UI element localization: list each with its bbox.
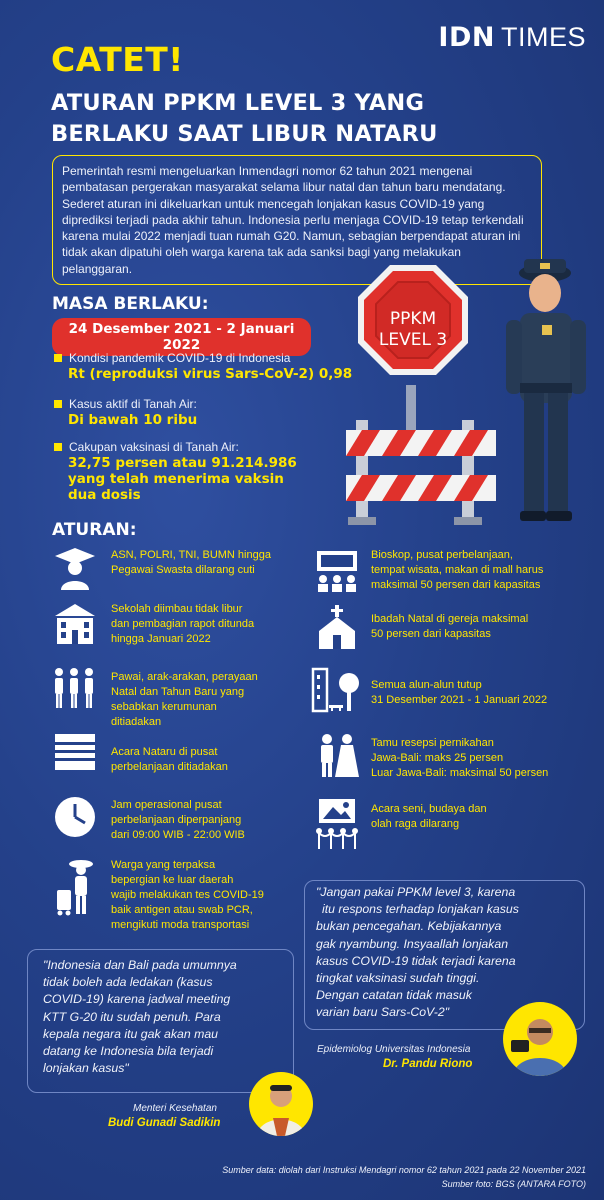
art-event-icon — [313, 797, 361, 851]
rule-line: Jawa-Bali: maks 25 persen — [371, 752, 504, 764]
rule-line: Tamu resepsi pernikahan — [371, 737, 494, 749]
mall-icon — [51, 728, 99, 776]
rule-left-4 — [111, 745, 306, 775]
rule-line: Sekolah diimbau tidak libur — [111, 603, 243, 615]
source-data: Sumber data: diolah dari Instruksi Mendagri nomor 62 tahun 2021 pada 22 November 2021 — [222, 1165, 586, 1175]
quote-line: tingkat vaksinasi sudah tinggi. — [316, 971, 480, 986]
wedding-icon — [313, 731, 361, 779]
rule-line: Pegawai Swasta dilarang cuti — [111, 564, 255, 576]
rule-line: maksimal 50 persen dari kapasitas — [371, 579, 541, 591]
rule-left-2 — [111, 602, 306, 647]
quote-line: datang ke Indonesia bila terjadi — [43, 1044, 214, 1059]
rule-line: bepergian ke luar daerah — [111, 874, 234, 886]
logo-times: TIMES — [500, 22, 586, 52]
rule-line: sebabkan kerumunan — [111, 701, 217, 713]
rule-line: perbelanjaan ditiadakan — [111, 761, 228, 773]
school-icon — [51, 600, 99, 648]
credit-name-pandu: Dr. Pandu Riono — [383, 1058, 473, 1070]
rule-line: Semua alun-alun tutup — [371, 679, 482, 691]
rule-line: Acara seni, budaya dan — [371, 803, 487, 815]
quote-line: itu respons terhadap lonjakan kasus — [322, 902, 519, 917]
quote-line: kasus COVID-19 tidak terjadi karena — [316, 953, 516, 968]
bullet-icon — [54, 443, 62, 451]
stat-value: Di bawah 10 ribu — [68, 412, 198, 428]
rule-line: Jam operasional pusat — [111, 799, 222, 811]
rule-line: mengikuti moda transportasi — [111, 919, 250, 931]
stat-value: Rt (reproduksi virus Sars-CoV-2) 0,98 — [68, 366, 353, 382]
rule-line: Ibadah Natal di gereja maksimal — [371, 613, 529, 625]
intro-paragraph: Pemerintah resmi mengeluarkan Inmendagri nomor 62 tahun 2021 mengenai pembatasan pergerakan masyarakat selama libur natal dan tahun baru mendatang. Sederet aturan ini dikeluarkan untuk mencegah lonjakan kasus COVID-19 yang diprediksi terjadi pada akhir tahun. Indonesia perlu menjaga COVID-19 tetap terkendali karena mulai 2022 menjadi tuan rumah G20. Namun, sebagian berpendapat aturan ini tidak akan dipatuhi oleh warga karena tak ada sanksi bagi yang melakukan pelanggaran. — [52, 155, 542, 285]
portrait-pandu-avatar — [503, 1002, 577, 1076]
rule-line: perbelanjaan diperpanjang — [111, 814, 242, 826]
rule-line: tempat wisata, makan di mall harus — [371, 564, 544, 576]
sign-text-1: PPKM — [389, 309, 437, 329]
rule-line: Acara Nataru di pusat — [111, 746, 218, 758]
rule-line: baik antigen atau swab PCR, — [111, 904, 253, 916]
rule-line: Bioskop, pusat perbelanjaan, — [371, 549, 513, 561]
stat-label: Kondisi pandemik COVID-19 di Indonesia — [69, 351, 291, 365]
rule-right-1 — [371, 548, 591, 593]
idn-times-logo — [438, 22, 586, 53]
crowd-icon — [50, 664, 98, 712]
title-line-1: ATURAN PPKM LEVEL 3 YANG — [51, 90, 425, 116]
rule-left-3 — [111, 670, 306, 730]
rule-left-1 — [111, 548, 306, 578]
rule-line: wajib melakukan tes COVID-19 — [111, 889, 264, 901]
stat-rt — [54, 351, 354, 382]
quote-budi — [43, 957, 288, 1077]
page-title — [51, 88, 438, 150]
masa-berlaku-heading: MASA BERLAKU: — [52, 294, 209, 314]
rule-line: Warga yang terpaksa — [111, 859, 216, 871]
quote-line: varian baru Sars-CoV-2" — [316, 1005, 450, 1020]
rule-line: hingga Januari 2022 — [111, 633, 211, 645]
portrait-budi-avatar — [249, 1072, 313, 1136]
credit-role-pandu: Epidemiolog Universitas Indonesia — [317, 1044, 471, 1055]
police-officer-icon — [506, 259, 586, 521]
date-badge: 24 Desember 2021 - 2 Januari 2022 — [52, 318, 311, 356]
ppkm-illustration — [340, 255, 604, 545]
stop-sign-icon — [358, 265, 468, 455]
rule-line: Pawai, arak-arakan, perayaan — [111, 671, 258, 683]
quote-line: kepala negara itu gak akan mau — [43, 1026, 219, 1041]
traveler-icon — [51, 858, 99, 918]
quote-line: "Indonesia dan Bali pada umumnya — [43, 958, 237, 972]
kicker: CATET! — [51, 40, 184, 79]
person-icon — [249, 1072, 313, 1136]
aturan-heading: ATURAN: — [52, 520, 137, 540]
clock-icon — [51, 793, 99, 841]
quote-line: tidak boleh ada ledakan (kasus — [43, 975, 213, 990]
quote-line: "Jangan pakai PPKM level 3, karena — [316, 885, 516, 899]
stat-label: Kasus aktif di Tanah Air: — [69, 397, 197, 411]
credit-name-budi: Budi Gunadi Sadikin — [108, 1117, 221, 1129]
rule-line: 31 Desember 2021 - 1 Januari 2022 — [371, 694, 548, 706]
church-icon — [313, 603, 361, 651]
rule-line: Natal dan Tahun Baru yang — [111, 686, 245, 698]
title-line-2: BERLAKU SAAT LIBUR NATARU — [51, 121, 438, 147]
quote-line: KTT G-20 itu sudah penuh. Para — [43, 1009, 221, 1024]
bullet-icon — [54, 354, 62, 362]
logo-idn: IDN — [438, 22, 495, 53]
quote-pandu — [316, 884, 581, 1022]
source-photo: Sumber foto: BGS (ANTARA FOTO) — [441, 1179, 586, 1189]
quote-line: lonjakan kasus" — [43, 1061, 129, 1076]
quote-line: gak nyambung. Insyaallah lonjakan — [316, 936, 509, 951]
quote-line: COVID-19) karena jadwal meeting — [43, 992, 231, 1007]
rule-left-6 — [111, 858, 306, 933]
rule-left-5 — [111, 798, 306, 843]
stat-label: Cakupan vaksinasi di Tanah Air: — [69, 440, 239, 454]
stat-kasus — [54, 397, 354, 428]
rule-right-3 — [371, 678, 591, 708]
quote-line: bukan pencegahan. Kebijakannya — [316, 919, 502, 934]
sign-text-2: LEVEL 3 — [378, 330, 448, 350]
rule-line: dan pembagian rapot ditunda — [111, 618, 255, 630]
rule-line: Luar Jawa-Bali: maksimal 50 persen — [371, 767, 549, 779]
rule-line: olah raga dilarang — [371, 818, 460, 830]
rule-right-5 — [371, 802, 591, 832]
barricade-icon — [346, 420, 496, 525]
rule-right-2 — [371, 612, 591, 642]
rule-line: dari 09:00 WIB - 22:00 WIB — [111, 829, 245, 841]
stat-value-line: 32,75 persen atau 91.214.986 — [68, 455, 297, 471]
bullet-icon — [54, 400, 62, 408]
credit-role-budi: Menteri Kesehatan — [133, 1103, 217, 1114]
rule-line: ditiadakan — [111, 716, 162, 728]
rule-line: ASN, POLRI, TNI, BUMN hingga — [111, 549, 271, 561]
rule-line: 50 persen dari kapasitas — [371, 628, 491, 640]
stat-vaksin — [54, 440, 354, 503]
stat-value-line: dua dosis — [68, 487, 141, 503]
person-icon — [503, 1002, 577, 1076]
cinema-icon — [313, 547, 361, 595]
rule-right-4 — [371, 736, 591, 781]
quote-line: Dengan catatan tidak masuk — [316, 988, 472, 1003]
graduate-icon — [51, 544, 99, 592]
park-icon — [311, 665, 363, 713]
stat-value-line: yang telah menerima vaksin — [68, 471, 284, 487]
